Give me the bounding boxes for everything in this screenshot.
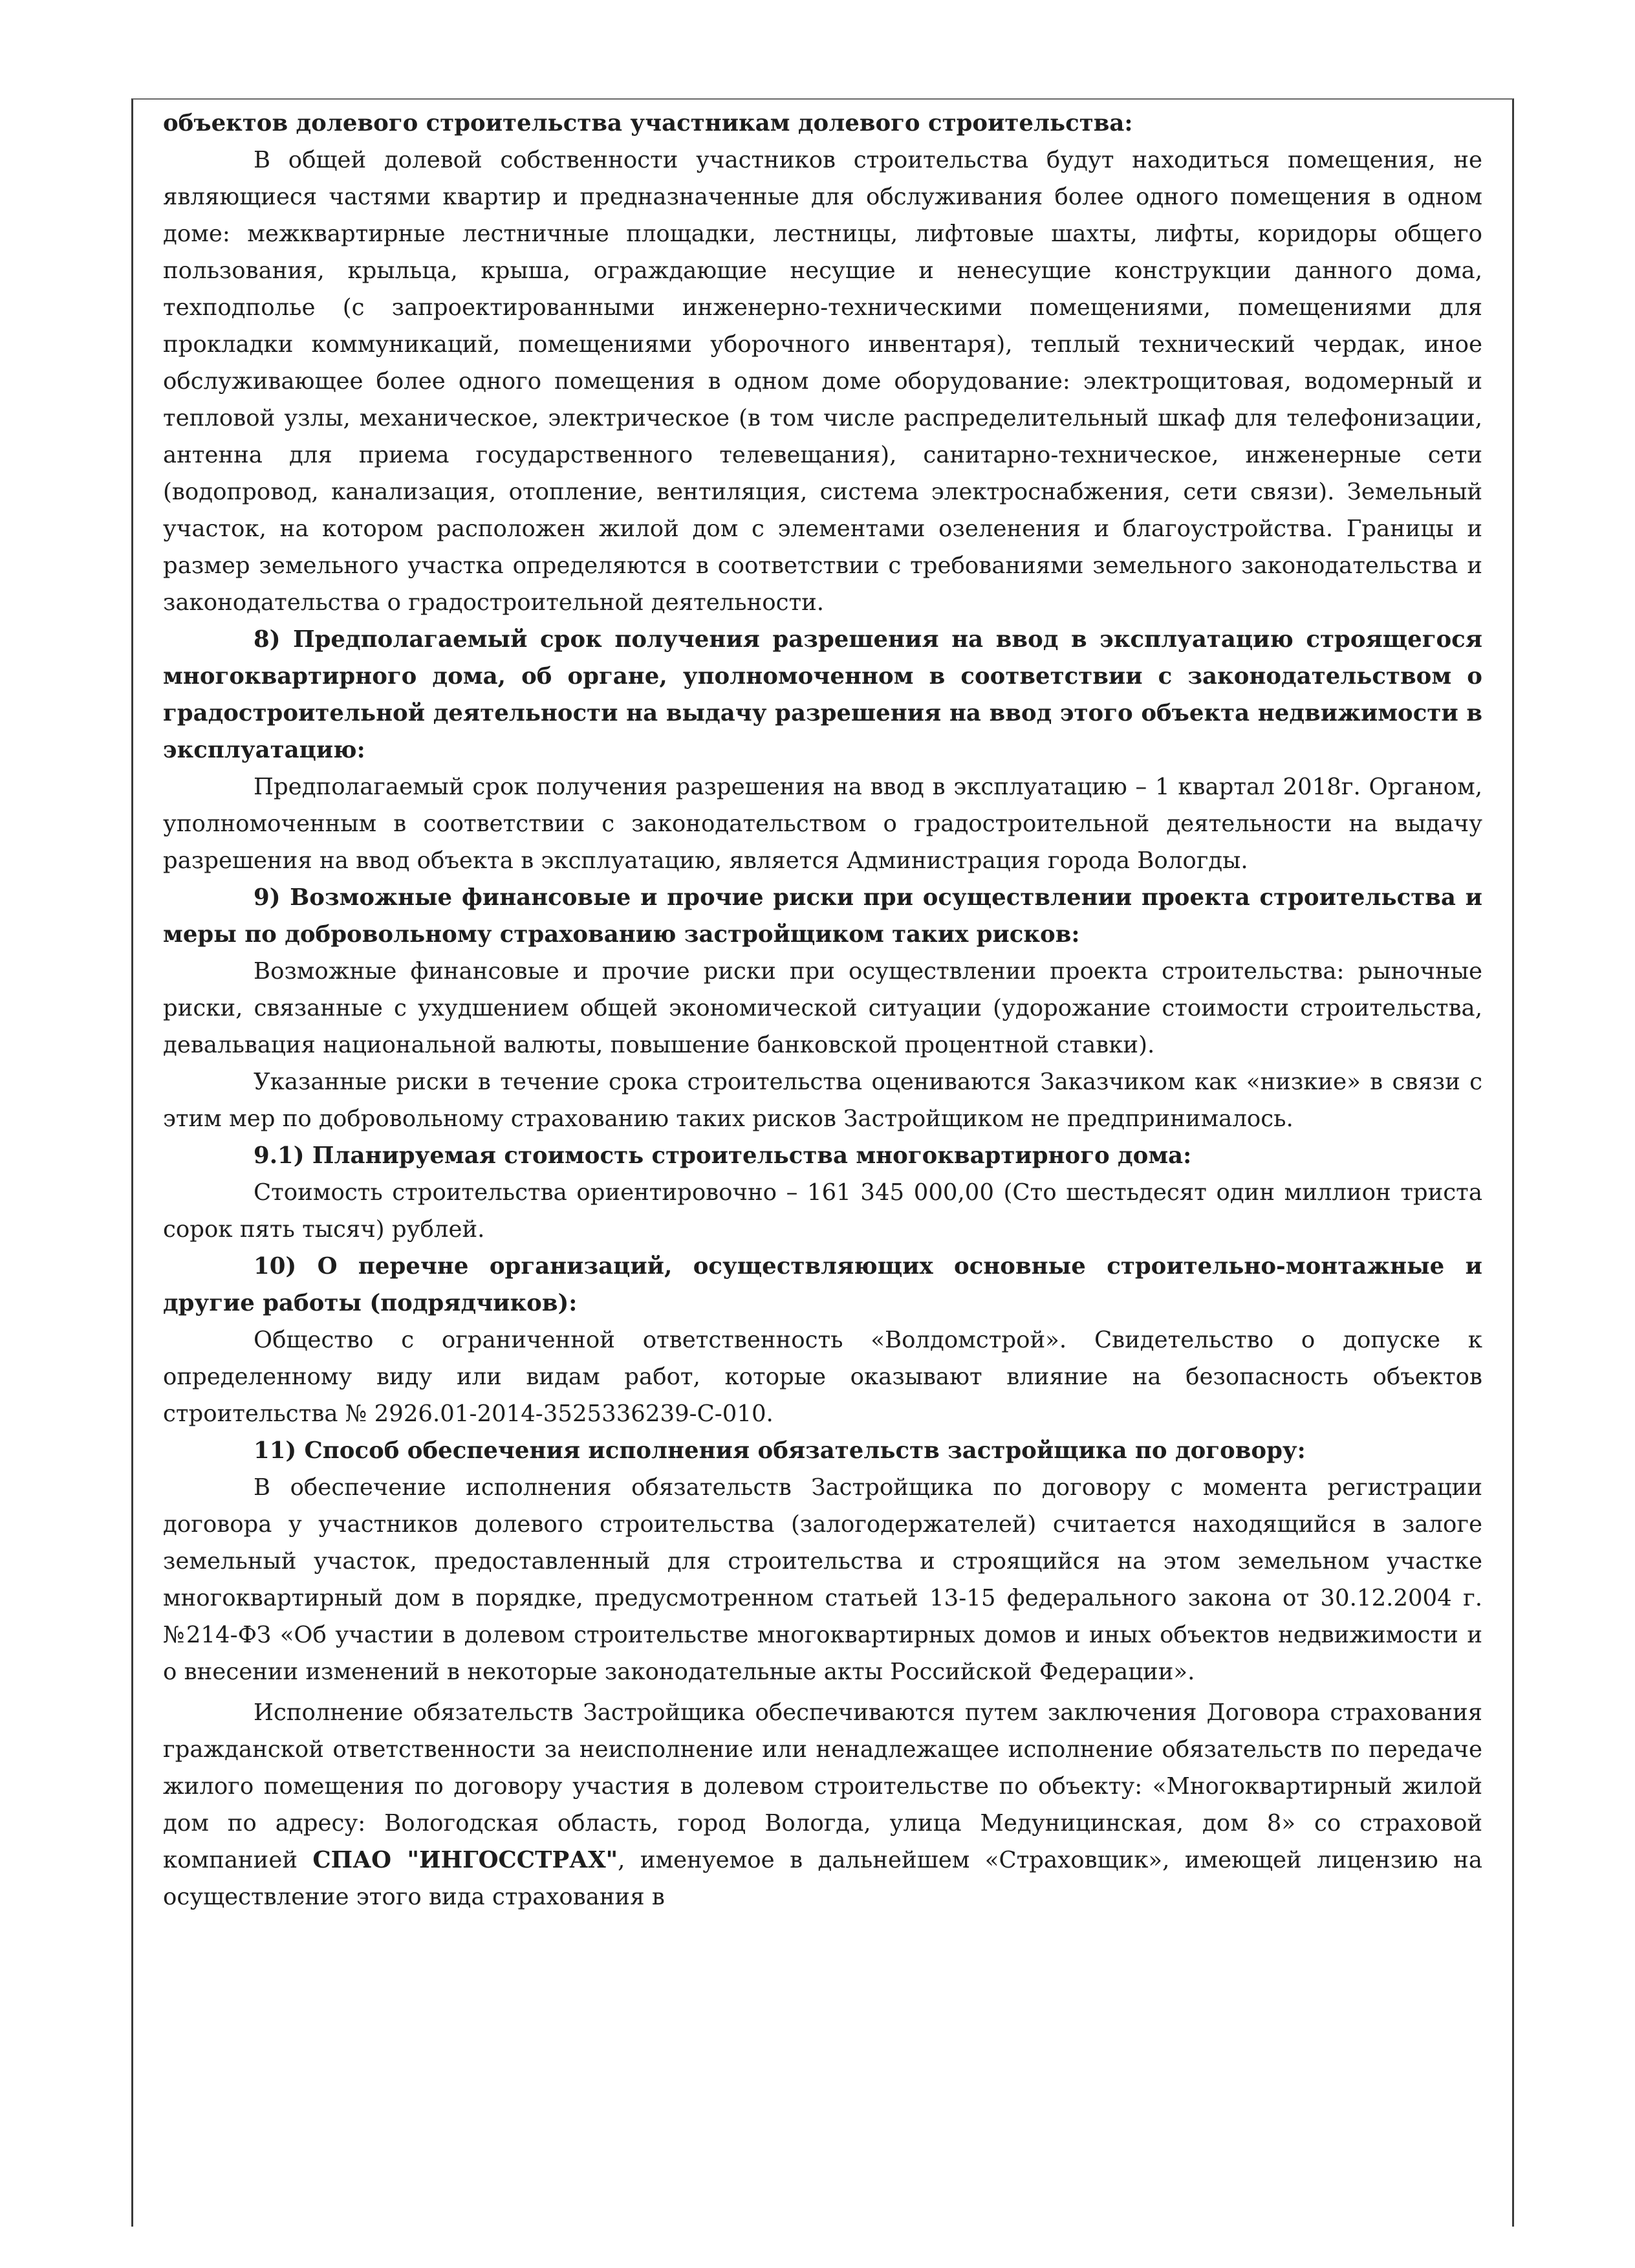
paragraph-common-property: В общей долевой собственности участников строительства будут находиться помещения, не являющиеся частями квартир и предназначенные для обслуживания более одного помещения в одном доме: межквартирные лестничные площадки, лестницы, лифтовые шахты, лифты, коридоры общего пользования, крыльца, крыша, ограждающие несущие и ненесущие конструкции данного дома, техподполье (с запроектированными инженерно-техническими помещениями, помещениями для прокладки коммуникаций, помещениями уборочного инвентаря), теплый технический чердак, иное обслуживающее более одного помещения в одном доме оборудование: электрощитовая, водомерный и тепловой узлы, механическое, электрическое (в том числе распределительный шкаф для телефонизации, антенна для приема государственного телевещания), санитарно-техническое, инженерные сети (водопровод, канализация, отопление, вентиляция, система электроснабжения, сети связи). Земельный участок, на котором расположен жилой дом с элементами озеленения и благоустройства. Границы и размер земельного участка определяются в соответствии с требованиями земельного законодательства и законодательства о градостроительной деятельности. [163, 147, 1482, 616]
section-heading-8: 8) Предполагаемый срок получения разрешения на ввод в эксплуатацию строящегося многоквартирного дома, об органе, уполномоченном в соответствии с законодательством о градостроительной деятельности на выдачу разрешения на ввод этого объекта недвижимости в эксплуатацию: [163, 626, 1482, 763]
document-frame [131, 98, 1514, 2227]
paragraph-risks-assessment: Указанные риски в течение срока строительства оцениваются Заказчиком как «низкие» в связи с этим мер по добровольному страхованию таких рисков Застройщиком не предпринималось. [163, 1069, 1482, 1132]
paragraph-pledge: В обеспечение исполнения обязательств Застройщика по договору с момента регистрации договора у участников долевого строительства (залогодержателей) считается находящийся в залоге земельный участок, предоставленный для строительства и строящийся на этом земельном участке многоквартирный дом в порядке, предусмотренном статьей 13-15 федерального закона от 30.12.2004 г. №214-ФЗ «Об участии в долевом строительстве многоквартирных домов и иных объектов недвижимости и о внесении изменений в некоторые законодательные акты Российской Федерации». [163, 1474, 1482, 1685]
paragraph-contractors: Общество с ограниченной ответственность «Волдомстрой». Свидетельство о допуске к определенному виду или видам работ, которые оказывают влияние на безопасность объектов строительства № 2926.01-2014-3525336239-С-010. [163, 1327, 1482, 1427]
section-heading-10: 10) О перечне организаций, осуществляющих основные строительно-монтажные и другие работы (подрядчиков): [163, 1253, 1482, 1316]
section-heading-9: 9) Возможные финансовые и прочие риски при осуществлении проекта строительства и меры по добровольному страхованию застройщиком таких рисков: [163, 884, 1482, 948]
insurance-text-continued: , именуемое в дальнейшем «Страховщик», имеющей лицензию на осуществление этого вида страхования в [163, 1847, 1482, 1910]
section-heading-continued: объектов долевого строительства участникам долевого строительства: [163, 110, 1133, 136]
paragraph-construction-cost: Стоимость строительства ориентировочно – 161 345 000,00 (Сто шестьдесят один миллион триста сорок пять тысяч) рублей. [163, 1179, 1482, 1243]
paragraph-insurance [163, 1694, 1482, 1915]
section-heading-11: 11) Способ обеспечения исполнения обязательств застройщика по договору: [254, 1437, 1306, 1464]
paragraph-risks: Возможные финансовые и прочие риски при осуществлении проекта строительства: рыночные риски, связанные с ухудшением общей экономической ситуации (удорожание стоимости строительства, девальвация национальной валюты, повышение банковской процентной ставки). [163, 958, 1482, 1058]
section-heading-9-1: 9.1) Планируемая стоимость строительства многоквартирного дома: [254, 1142, 1192, 1169]
paragraph-commissioning-term: Предполагаемый срок получения разрешения на ввод в эксплуатацию – 1 квартал 2018г. Органом, уполномоченным в соответствии с законодательством о градостроительной деятельности на выдачу разрешения на ввод объекта в эксплуатацию, является Администрация города Вологды. [163, 774, 1482, 874]
document-body [163, 105, 1482, 1915]
insurance-text: Исполнение обязательств Застройщика обеспечиваются путем заключения Договора страхования гражданской ответственности за неисполнение или ненадлежащее исполнение обязательств по передаче жилого помещения по договору участия в долевом строительстве по объекту: «Многоквартирный жилой дом по адресу: Вологодская область, город Вологда, улица Медуницинская, дом 8» со страховой компанией [163, 1699, 1482, 1873]
insurer-name: СПАО "ИНГОССТРАХ" [312, 1847, 618, 1873]
